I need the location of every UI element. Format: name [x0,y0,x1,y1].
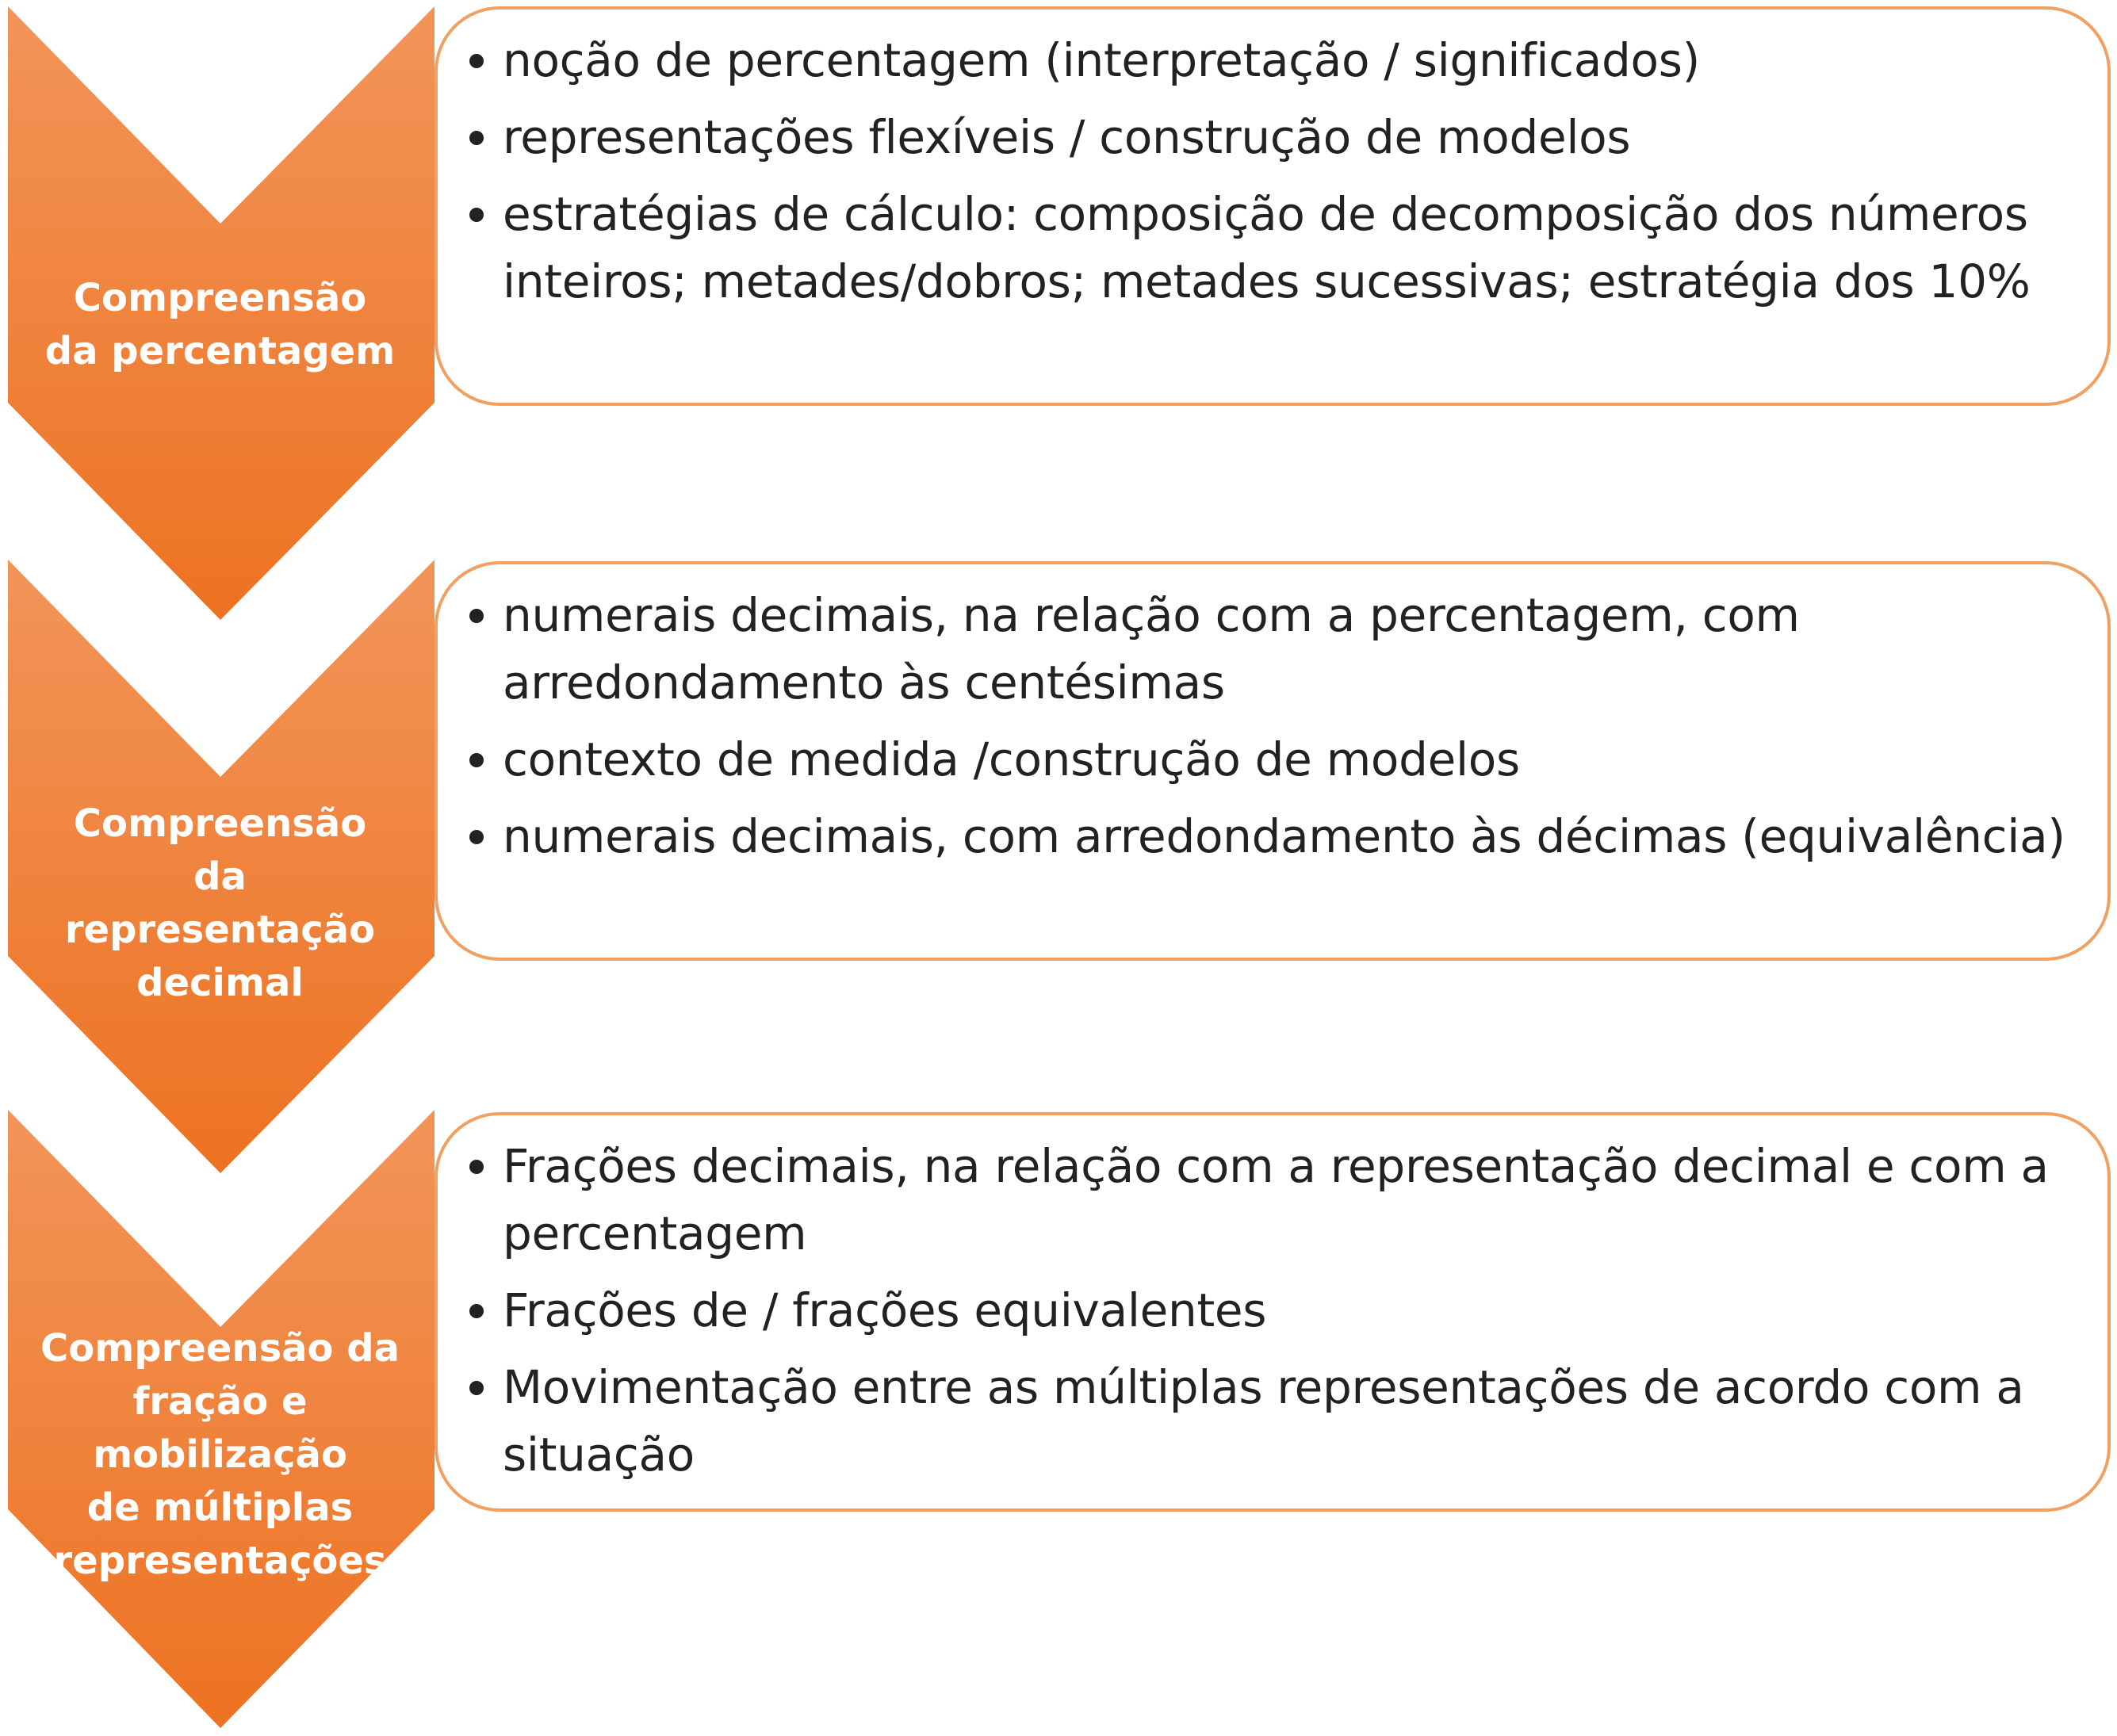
step-2-bullet-list [469,582,2109,870]
bullet-item [469,582,2109,717]
bullet-text: Movimentação entre as múltiplas representações de acordo com a situação [503,1360,2024,1482]
bullet-text: numerais decimais, na relação com a percentagem, com arredondamento às centésimas [503,588,1800,709]
bullet-item [469,104,2109,171]
bullet-text: noção de percentagem (interpretação / significados) [503,33,1700,87]
bullet-item [469,181,2109,315]
bullet-icon [469,1381,484,1395]
step-3-bullet-list [469,1133,2109,1489]
step-1-content [436,10,2109,403]
bullet-item [469,1277,2109,1344]
bullet-icon [469,753,484,767]
bullet-text: numerais decimais, com arredondamento às décimas (equivalência) [503,809,2065,863]
bullet-text: contexto de medida /construção de modelos [503,732,1520,786]
bullet-item [469,1354,2109,1489]
bullet-icon [469,609,484,623]
bullet-icon [469,131,484,145]
bullet-item [469,803,2109,870]
bullet-text: Frações decimais, na relação com a representação decimal e com a percentagem [503,1139,2049,1260]
step-1-label: Compreensão da percentagem [44,276,396,373]
bullet-item [469,726,2109,793]
bullet-icon [469,208,484,222]
bullet-icon [469,1160,484,1174]
bullet-text: Frações de / frações equivalentes [503,1283,1267,1337]
bullet-text: estratégias de cálculo: composição de decomposição dos números inteiros; metades/dobros; metades sucessivas; estratégia dos 10% [503,187,2031,308]
bullet-item [469,1133,2109,1268]
step-3-label: Compreensão da fração e mobilização de múltiplas representações [40,1325,400,1583]
bullet-item [469,27,2109,94]
bullet-icon [469,1304,484,1318]
step-3-content [436,1115,2109,1508]
step-1-bullet-list [469,27,2109,315]
bullet-text: representações flexíveis / construção de modelos [503,110,1631,164]
bullet-icon [469,54,484,68]
step-2-content [436,564,2109,958]
bullet-icon [469,830,484,844]
step-2-label: Compreensão da representação decimal [64,801,376,1005]
